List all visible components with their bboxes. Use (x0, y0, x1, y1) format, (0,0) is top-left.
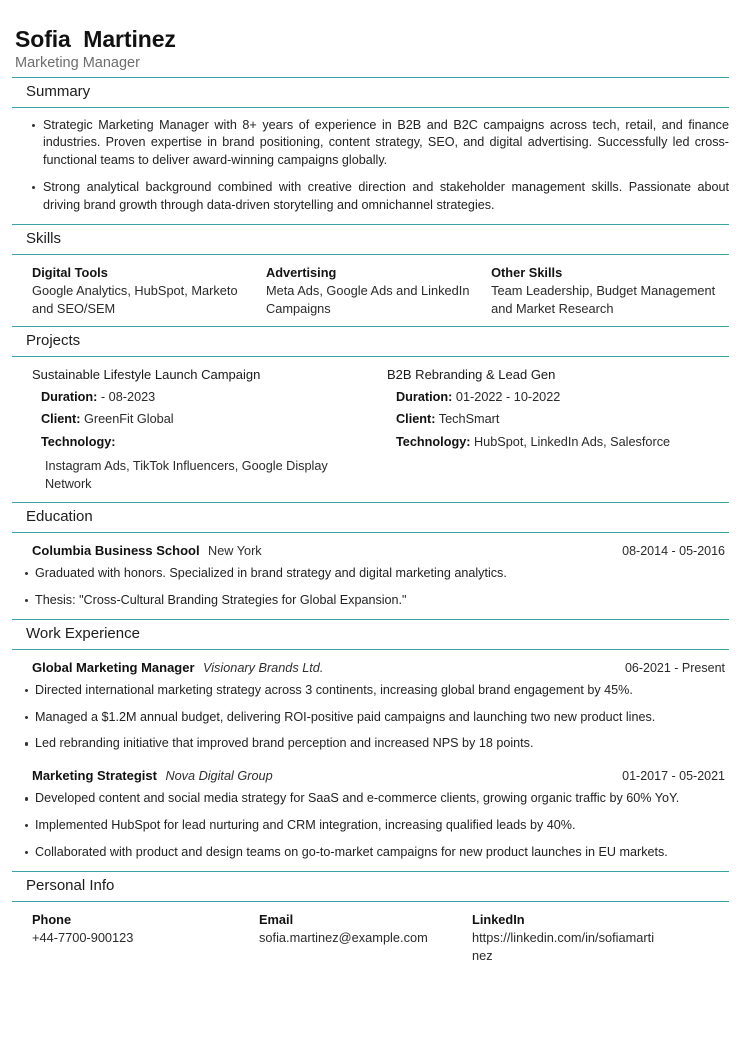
project-client-label: Client: (396, 412, 436, 427)
education-entry (12, 542, 729, 610)
skill-category-label: Digital Tools (32, 264, 108, 280)
section-work-experience (12, 619, 729, 871)
section-title-skills: Skills (26, 229, 62, 247)
list-item: Led rebranding initiative that improved brand perception and increased NPS by 18 points. (12, 735, 729, 753)
skills-group (32, 264, 266, 318)
project-technology-value: HubSpot, LinkedIn Ads, Salesforce (474, 435, 671, 450)
school-location: New York (208, 544, 262, 559)
linkedin-label: LinkedIn (472, 911, 525, 927)
personal-info-field-email (259, 911, 472, 965)
education-details (12, 565, 729, 610)
list-item: Collaborated with product and design teams on go-to-market campaigns for new product launches in EU markets. (12, 844, 729, 862)
linkedin-value[interactable]: https://linkedin.com/in/sofiamartinez (472, 930, 655, 963)
list-item: Directed international marketing strategy across 3 continents, increasing global brand engagement by 45%. (12, 682, 729, 700)
phone-value: +44-7700-900123 (32, 930, 134, 945)
work-bullet-list (12, 682, 729, 754)
skill-items: Meta Ads, Google Ads and LinkedIn Campaigns (265, 282, 470, 316)
project-technology-block: Instagram Ads, TikTok Influencers, Google Display Network (45, 458, 328, 491)
company-name: Visionary Brands Ltd. (203, 660, 324, 675)
personal-info-field-phone (32, 911, 259, 965)
project-client-value: TechSmart (438, 412, 500, 427)
work-dates: 06-2021 - Present (624, 660, 725, 675)
summary-bullet-list (12, 117, 729, 215)
education-body (12, 533, 729, 619)
project-duration-value: - 08-2023 (100, 389, 156, 404)
work-entry (12, 659, 729, 754)
skill-category-label: Other Skills (491, 264, 563, 280)
project-duration-row (32, 389, 375, 407)
project-client-row (387, 411, 715, 429)
job-role: Marketing Strategist (32, 768, 157, 784)
work-dates: 01-2017 - 05-2021 (622, 769, 725, 784)
project-duration-label: Duration: (41, 389, 98, 404)
work-entry-header (12, 767, 729, 785)
project-name: B2B Rebranding & Lead Gen (387, 367, 556, 383)
work-entry-header (12, 659, 729, 677)
school-name: Columbia Business School (32, 543, 200, 559)
project-entry (387, 366, 727, 493)
section-title-summary: Summary (26, 82, 91, 100)
section-title-personal-info: Personal Info (26, 876, 115, 894)
section-education (12, 502, 729, 619)
education-bullet-list (12, 565, 729, 610)
skills-group (491, 264, 729, 318)
summary-body (12, 108, 729, 224)
work-entry-title (32, 767, 622, 785)
education-entry-header (12, 542, 729, 560)
section-skills (12, 224, 729, 326)
projects-body (12, 357, 729, 502)
personal-info-body (12, 902, 729, 974)
project-duration-row (387, 389, 715, 407)
education-entry-title (32, 542, 622, 560)
work-bullet-list (12, 790, 729, 862)
project-client-value: GreenFit Global (84, 412, 174, 427)
project-technology-label: Technology: (41, 435, 116, 450)
resume-header (12, 0, 729, 77)
section-title-education: Education (26, 508, 93, 526)
phone-label: Phone (32, 911, 72, 927)
section-title-projects: Projects (26, 332, 81, 350)
list-item: Managed a $1.2M annual budget, delivering ROI-positive paid campaigns and launching two new product lines. (12, 709, 729, 727)
email-label: Email (259, 911, 294, 927)
skills-grid (12, 264, 729, 318)
skill-items: Google Analytics, HubSpot, Marketo and SEO/SEM (32, 282, 238, 316)
personal-info-field-linkedin (472, 911, 672, 965)
section-summary (12, 77, 729, 224)
project-client-row (32, 411, 375, 429)
project-technology-label: Technology: (396, 435, 471, 450)
skill-category-label: Advertising (265, 264, 337, 280)
email-value[interactable]: sofia.martinez@example.com (259, 930, 428, 945)
personal-info-grid (12, 911, 729, 965)
list-item: Strategic Marketing Manager with 8+ years of experience in B2B and B2C campaigns across tech, retail, and finance industries. Proven expertise in brand positioning, content strategy, SEO, and digital advertising. Successfully led cross-functional teams to deliver award-winning campaigns globally. (12, 117, 729, 171)
section-personal-info (12, 871, 729, 973)
project-entry (32, 366, 387, 493)
work-body (12, 650, 729, 871)
list-item: Developed content and social media strategy for SaaS and e-commerce clients, growing organic traffic by 60% YoY. (12, 790, 729, 808)
section-title-work-experience: Work Experience (26, 624, 140, 642)
project-duration-label: Duration: (396, 389, 453, 404)
project-technology-row (387, 434, 715, 452)
project-name: Sustainable Lifestyle Launch Campaign (32, 367, 261, 383)
skill-items: Team Leadership, Budget Management and Market Research (491, 282, 716, 316)
list-item: Graduated with honors. Specialized in brand strategy and digital marketing analytics. (12, 565, 729, 583)
work-entry (12, 767, 729, 862)
education-dates: 08-2014 - 05-2016 (622, 544, 725, 559)
candidate-job-title: Marketing Manager (15, 55, 140, 72)
project-client-label: Client: (41, 412, 81, 427)
work-entry-title (32, 659, 625, 677)
project-duration-value: 01-2022 - 10-2022 (455, 389, 561, 404)
projects-grid (12, 366, 729, 493)
skills-body (12, 255, 729, 327)
job-role: Global Marketing Manager (32, 659, 195, 675)
list-item: Strong analytical background combined with creative direction and stakeholder management skills. Passionate about driving brand growth through data-driven storytelling and omnichannel strategies. (12, 179, 729, 215)
section-projects (12, 326, 729, 502)
work-details (12, 682, 729, 754)
list-item: Thesis: "Cross-Cultural Branding Strategies for Global Expansion." (12, 592, 729, 610)
list-item: Implemented HubSpot for lead nurturing and CRM integration, increasing qualified leads by 40%. (12, 817, 729, 835)
candidate-name: Sofia Martinez (15, 26, 176, 52)
company-name: Nova Digital Group (165, 769, 273, 784)
project-technology-row (32, 434, 375, 452)
skills-group (266, 264, 491, 318)
work-details (12, 790, 729, 862)
